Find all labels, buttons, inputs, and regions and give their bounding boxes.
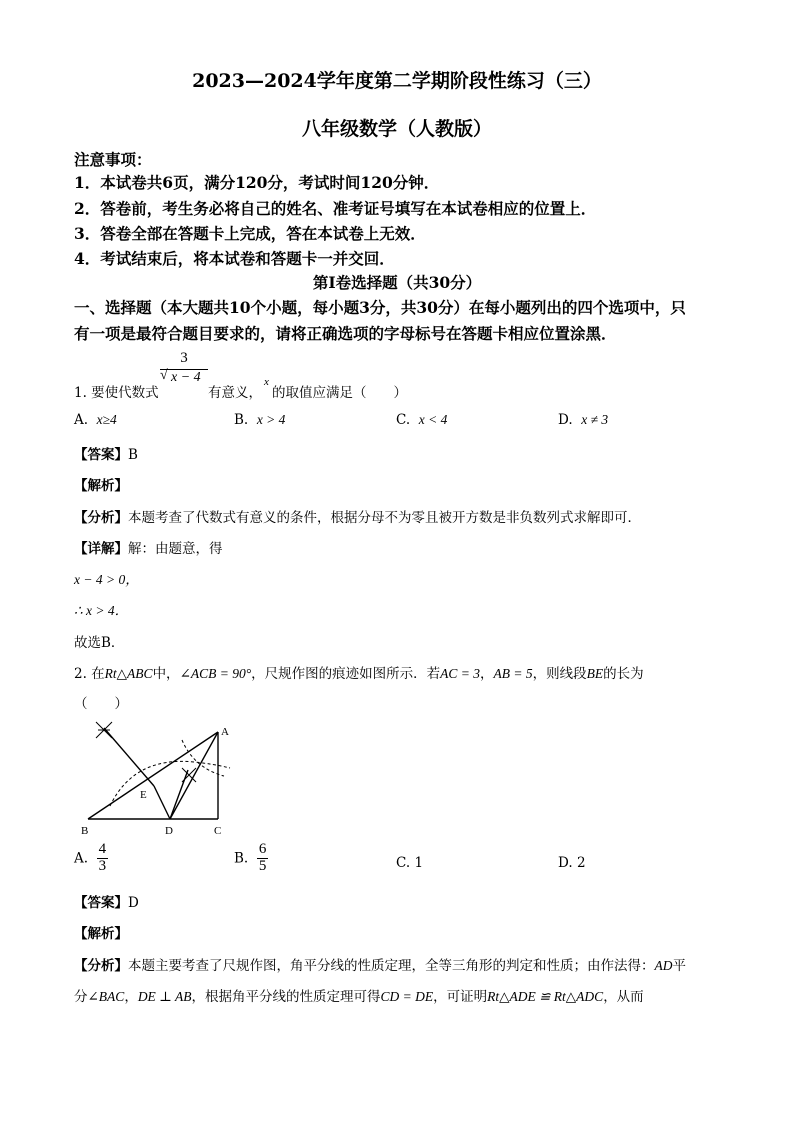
section-instruction-line1: 一、选择题（本大题共10个小题，每小题3分，共30分）在每小题列出的四个选项中，只 <box>74 298 686 317</box>
option-value: 2 <box>576 855 586 871</box>
fenxi-math-cong: Rt△ADE ≌ Rt△ADC <box>487 989 604 1004</box>
q2-option-d <box>558 855 586 871</box>
q1-fenxi <box>74 506 641 526</box>
notice-item-4: 4．考试结束后，将本试卷和答题卡一并交回． <box>74 249 395 268</box>
fenxi-text-end: 平 <box>672 958 686 974</box>
notice-item-2: 2．答卷前，考生务必将自己的姓名、准考证号填写在本试卷相应的位置上． <box>74 199 597 218</box>
option-letter: C. <box>396 855 411 871</box>
q2-figure <box>74 716 244 840</box>
fraction-numerator: 4 <box>98 841 107 857</box>
notice-item-3: 3．答卷全部在答题卡上完成，答在本试卷上无效． <box>74 224 426 243</box>
q1-suffix: 的取值应满足（ ） <box>272 385 407 401</box>
fenxi-math-eq: CD = DE <box>380 989 434 1004</box>
xiangjie-text: 解：由题意，得 <box>128 541 223 557</box>
q1-answer <box>74 443 138 463</box>
label-d: D <box>165 825 173 837</box>
q2-paren: （ ） <box>74 696 128 712</box>
arc-1 <box>110 761 230 806</box>
option-value: x > 4 <box>256 412 286 427</box>
radical-icon: √ <box>160 368 168 383</box>
q2-stem-mid2: ，尺规作图的痕迹如图所示．若 <box>251 666 441 682</box>
fenxi-math-ad: AD <box>654 958 673 973</box>
construction-ray-d <box>170 770 188 819</box>
q1-middle: 有意义， <box>208 385 262 401</box>
q1-frac-denominator <box>160 369 208 386</box>
fenxi-text: ， <box>124 989 138 1005</box>
q1-var: x <box>264 376 269 388</box>
option-fraction <box>97 842 109 875</box>
fraction-denominator: 3 <box>98 857 107 874</box>
option-value: x < 4 <box>418 412 448 427</box>
q1-option-a <box>74 412 117 428</box>
section-title: 第Ⅰ卷选择题（共30分） <box>312 273 482 292</box>
option-letter: D. <box>558 855 573 871</box>
arc-cross-1 <box>96 722 112 738</box>
answer-tag: 【答案】 <box>74 447 128 463</box>
q2-ab: AB = 5 <box>493 666 533 681</box>
q2-stem-suffix: 的长为 <box>603 666 644 682</box>
exam-title: 2023—2024学年度第二学期阶段性练习（三） <box>192 70 602 92</box>
fenxi-text: 本题主要考查了尺规作图，角平分线的性质定理，全等三角形的判定和性质；由作法得： <box>128 958 655 974</box>
side-ab <box>88 732 218 819</box>
q1-frac-numerator: 3 <box>180 350 188 366</box>
q1-option-c <box>396 412 447 428</box>
q1-option-b <box>234 412 285 428</box>
fenxi-tag: 【分析】 <box>74 958 128 974</box>
q1-step2: ∴ x > 4． <box>74 603 129 618</box>
q2-be: BE <box>586 666 604 681</box>
q2-analysis-tag: 【解析】 <box>74 926 128 942</box>
label-a: A <box>221 726 229 738</box>
q1-radicand: x − 4 <box>171 370 201 385</box>
fenxi-text: ，可证明 <box>433 989 488 1005</box>
fenxi-math-perp: DE ⊥ AB <box>137 989 192 1004</box>
option-letter: C. <box>396 412 411 428</box>
answer-tag: 【答案】 <box>74 895 128 911</box>
option-letter: B. <box>234 412 249 428</box>
q1-option-d <box>558 412 608 428</box>
q2-ac: AC = 3 <box>440 666 481 681</box>
option-letter: B. <box>234 850 249 867</box>
label-b: B <box>81 825 89 837</box>
option-value: x ≠ 3 <box>581 412 609 427</box>
fenxi-math-angle: ∠BAC <box>87 989 125 1004</box>
q1-xiangjie <box>74 537 223 557</box>
q1-step1: x − 4 > 0， <box>74 572 139 587</box>
fenxi-tag: 【分析】 <box>74 510 128 526</box>
fenxi-text: 分 <box>74 989 88 1005</box>
section-instruction-line2: 有一项是最符合题目要求的，请将正确选项的字母标号在答题卡相应位置涂黑． <box>74 324 617 343</box>
segment-de <box>154 786 170 819</box>
q2-option-b <box>234 842 268 875</box>
option-value: 1 <box>414 855 424 871</box>
xiangjie-tag: 【详解】 <box>74 541 128 557</box>
q2-angle: ∠ACB = 90° <box>179 666 252 681</box>
q2-stem-mid3: ，则线段 <box>532 666 587 682</box>
option-fraction <box>257 842 269 875</box>
notice-heading: 注意事项： <box>74 150 152 169</box>
exam-subtitle: 八年级数学（人教版） <box>301 118 492 140</box>
q2-stem <box>74 662 644 682</box>
q2-option-a <box>74 842 108 875</box>
q1-analysis-tag: 【解析】 <box>74 478 128 494</box>
label-c: C <box>214 825 222 837</box>
q1-prefix: 1. 要使代数式 <box>74 385 159 401</box>
label-e: E <box>140 789 147 801</box>
answer-value: B <box>128 447 138 463</box>
answer-value: D <box>128 895 139 911</box>
construction-ray <box>104 728 154 786</box>
q2-sep: ， <box>480 666 494 682</box>
option-value: x≥4 <box>96 412 117 427</box>
q2-option-c <box>396 855 423 871</box>
q1-fraction <box>160 350 208 386</box>
q2-fenxi-line2 <box>74 985 644 1005</box>
fenxi-text: 本题考查了代数式有意义的条件，根据分母不为零且被开方数是非负数列式求解即可． <box>128 510 641 526</box>
option-letter: D. <box>558 412 573 428</box>
fenxi-text: ，从而 <box>603 989 644 1005</box>
fraction-numerator: 6 <box>258 841 267 857</box>
q2-stem-mid1: 中， <box>152 666 180 682</box>
q2-answer <box>74 891 139 911</box>
notice-item-1: 1．本试卷共6页，满分120分，考试时间120分钟． <box>74 173 440 192</box>
fenxi-text: ，根据角平分线的性质定理可得 <box>191 989 381 1005</box>
q2-fenxi-line1 <box>74 954 686 974</box>
option-letter: A. <box>74 412 89 428</box>
segment-ad <box>170 732 218 819</box>
fraction-denominator: 5 <box>258 857 267 874</box>
q2-triangle: Rt△ABC <box>104 666 153 681</box>
q2-stem-prefix: 2. 在 <box>74 666 105 682</box>
q1-conclusion: 故选B． <box>74 635 125 651</box>
option-letter: A. <box>74 850 89 867</box>
